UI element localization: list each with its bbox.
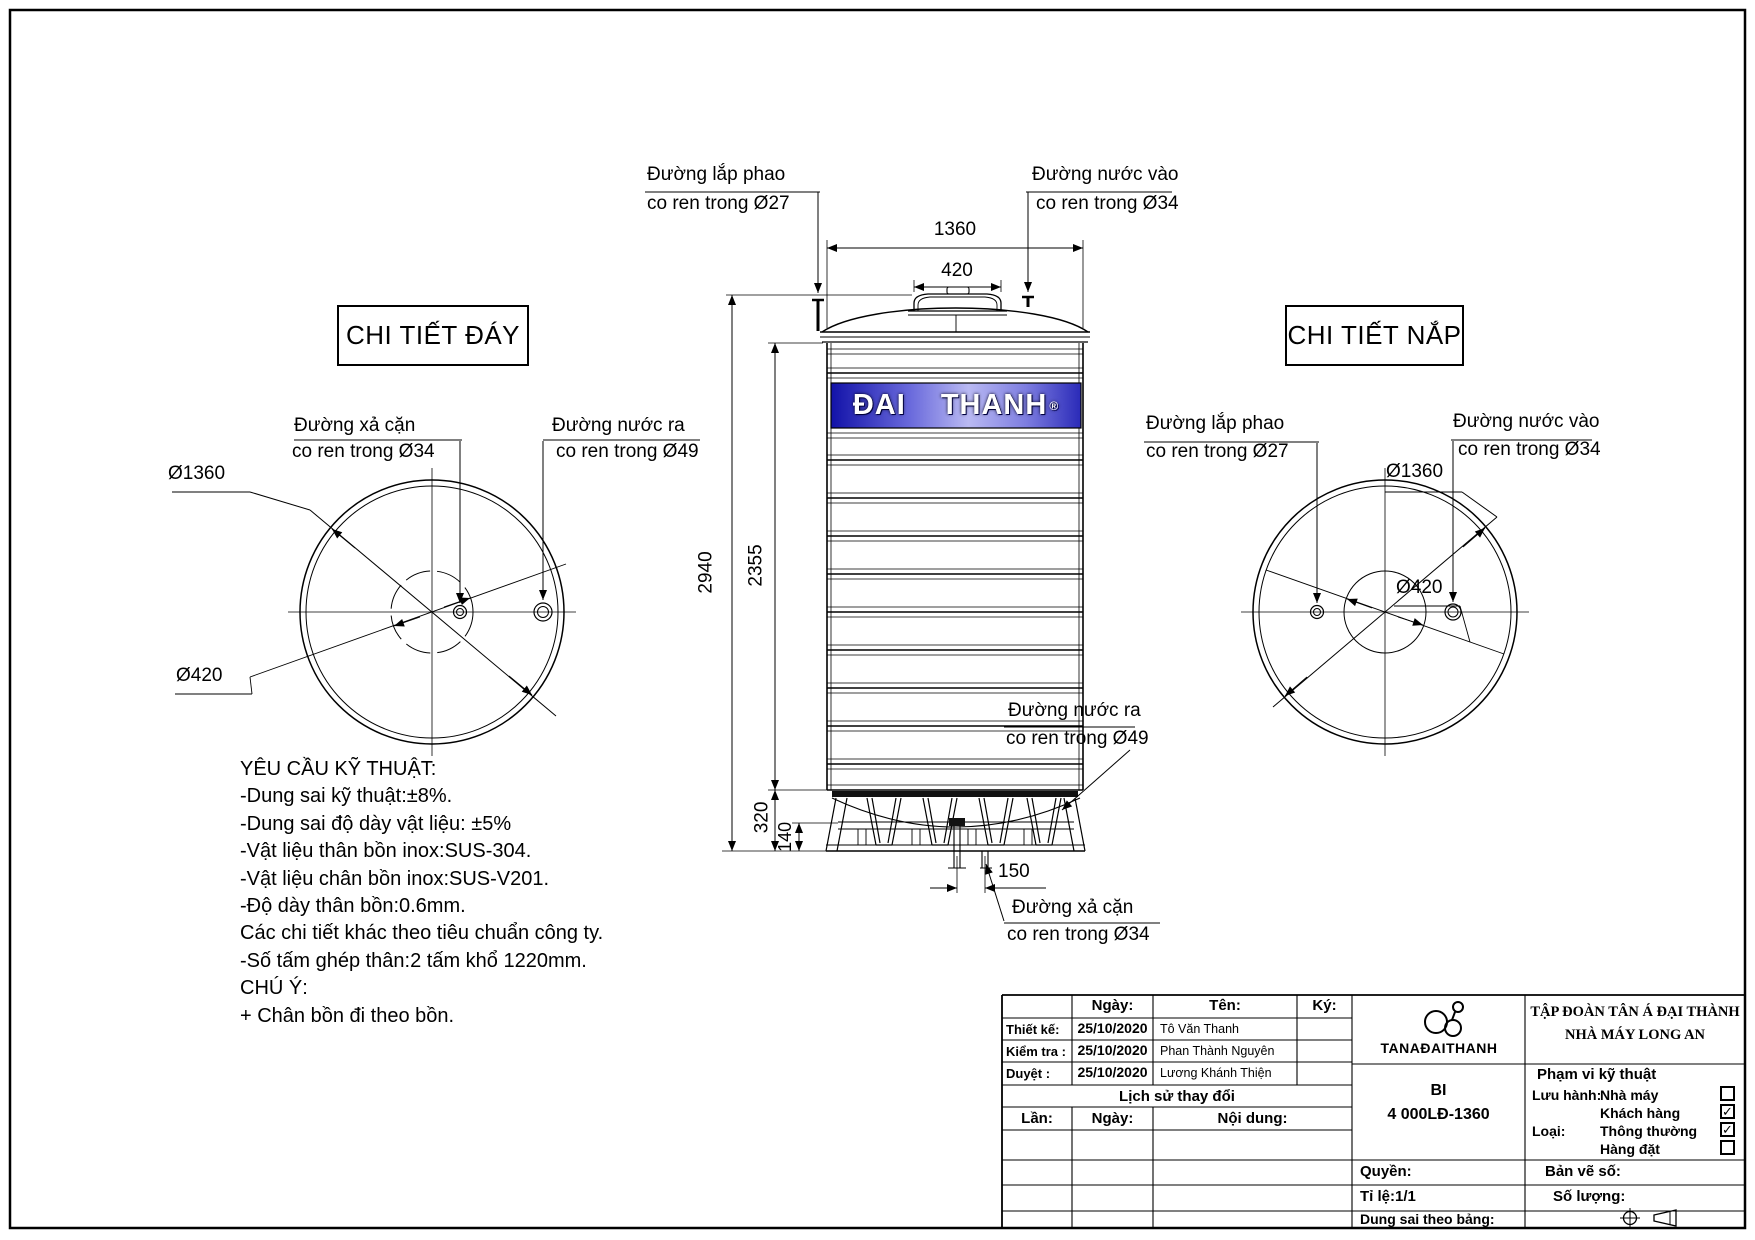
field-scale: Tỉ lệ:1/1 — [1360, 1188, 1416, 1205]
front-out-label-line1: Đường nước ra — [1008, 700, 1141, 721]
scope-value: Hàng đặt — [1600, 1141, 1660, 1157]
company-name-line2: NHÀ MÁY LONG AN — [1564, 1027, 1706, 1043]
bottom-drain-label-line2: co ren trong Ø34 — [292, 441, 435, 462]
top-dia-inner: Ø420 — [1396, 577, 1443, 598]
note-line: CHÚ Ý: — [240, 977, 308, 1000]
field-quantity: Số lượng: — [1553, 1188, 1626, 1205]
front-float-label-line2: co ren trong Ø27 — [647, 193, 790, 214]
approval-header-date: Ngày: — [1091, 997, 1134, 1014]
top-float-label-line2: co ren trong Ø27 — [1146, 441, 1289, 462]
approval-header-sign: Ký: — [1312, 997, 1337, 1014]
approval-date: 25/10/2020 — [1077, 1020, 1148, 1036]
dim-total-width: 1360 — [933, 219, 977, 240]
checkbox-standard: ✓ — [1720, 1122, 1735, 1137]
approval-header-name: Tên: — [1209, 997, 1241, 1014]
note-line: + Chân bồn đi theo bồn. — [240, 1004, 455, 1027]
technical-notes — [240, 756, 603, 1030]
bottom-out-label-line2: co ren trong Ø49 — [556, 441, 699, 462]
detail-top-view — [1144, 440, 1592, 756]
front-drain-label-line1: Đường xả cặn — [1012, 897, 1134, 918]
brand-logo-text: ĐAI THANH ® — [852, 389, 1060, 421]
approval-name: Phan Thành Nguyên — [1160, 1044, 1275, 1058]
history-col-date: Ngày: — [1091, 1110, 1134, 1127]
registered-mark: ® — [1049, 398, 1060, 413]
note-line: -Vật liệu thân bồn inox:SUS-304. — [240, 840, 532, 863]
front-in-label-line1: Đường nước vào — [1032, 164, 1179, 185]
detail-bottom-view — [172, 440, 700, 756]
dim-total-height: 2940 — [695, 551, 717, 594]
product-code: BI — [1430, 1082, 1447, 1099]
dim-rail-height: 140 — [775, 821, 796, 852]
front-in-label-line2: co ren trong Ø34 — [1036, 193, 1179, 214]
bottom-dia-inner: Ø420 — [176, 665, 223, 686]
scope-label: Loại: — [1532, 1123, 1566, 1139]
field-drawing-no: Bản vẽ số: — [1545, 1163, 1621, 1180]
approval-name: Lương Khánh Thiện — [1160, 1066, 1272, 1080]
front-float-label-line1: Đường lắp phao — [647, 164, 786, 185]
company-logo-icon — [1425, 1002, 1463, 1036]
approval-name: Tô Văn Thanh — [1160, 1022, 1239, 1036]
note-line: -Dung sai kỹ thuật:±8%. — [240, 785, 453, 808]
history-col-content: Nội dung: — [1217, 1110, 1288, 1127]
dim-body-height: 2355 — [745, 544, 767, 587]
history-title: Lịch sử thay đổi — [1119, 1088, 1235, 1105]
detail-top-title: CHI TIẾT NẮP — [1285, 305, 1464, 366]
bottom-out-label-line1: Đường nước ra — [552, 415, 685, 436]
dim-drain-offset: 150 — [998, 861, 1030, 882]
front-drain-label-line2: co ren trong Ø34 — [1007, 924, 1150, 945]
scope-title: Phạm vi kỹ thuật — [1537, 1066, 1657, 1083]
history-col-no: Lần: — [1021, 1110, 1053, 1127]
top-in-label-line2: co ren trong Ø34 — [1458, 439, 1601, 460]
note-line: Các chi tiết khác theo tiêu chuẩn công ty. — [240, 922, 604, 945]
bottom-dia-outer: Ø1360 — [168, 463, 226, 484]
field-tolerance: Dung sai theo bảng: — [1360, 1211, 1495, 1227]
dim-stand-height: 320 — [751, 801, 773, 834]
notes-title: YÊU CẦU KỸ THUẬT: — [240, 758, 437, 780]
checkbox-factory — [1720, 1086, 1735, 1101]
product-model: 4 000LĐ-1360 — [1387, 1106, 1490, 1123]
scope-label: Lưu hành: — [1532, 1087, 1602, 1103]
top-float-label-line1: Đường lắp phao — [1146, 413, 1285, 434]
approval-date: 25/10/2020 — [1077, 1042, 1148, 1058]
dimension-lines — [645, 192, 1172, 923]
checkbox-customer: ✓ — [1720, 1104, 1735, 1119]
front-out-label-line2: co ren trong Ø49 — [1006, 728, 1149, 749]
approval-role: Thiết kế: — [1006, 1022, 1060, 1037]
detail-bottom-title: CHI TIẾT ĐÁY — [337, 305, 529, 366]
company-logo-name: TANAĐAITHANH — [1380, 1040, 1498, 1056]
scope-value: Thông thường — [1600, 1123, 1698, 1139]
scope-value: Nhà máy — [1600, 1087, 1659, 1103]
note-line: -Dung sai độ dày vật liệu: ±5% — [240, 812, 512, 835]
approval-date: 25/10/2020 — [1077, 1064, 1148, 1080]
dim-cap-width: 420 — [941, 260, 973, 281]
projection-angle-icon — [1654, 1210, 1676, 1226]
approval-role: Kiểm tra : — [1006, 1044, 1066, 1059]
top-in-label-line1: Đường nước vào — [1453, 411, 1600, 432]
tank-stand — [826, 791, 1085, 868]
top-dia-outer: Ø1360 — [1386, 461, 1444, 482]
checkbox-custom-order — [1720, 1140, 1735, 1155]
field-rights: Quyền: — [1360, 1163, 1412, 1180]
note-line: -Vật liệu chân bồn inox:SUS-V201. — [240, 867, 550, 890]
scope-value: Khách hàng — [1600, 1105, 1681, 1121]
note-line: -Độ dày thân bồn:0.6mm. — [240, 895, 466, 918]
note-line: -Số tấm ghép thân:2 tấm khổ 1220mm. — [240, 949, 587, 972]
bottom-drain-label-line1: Đường xả cặn — [294, 415, 416, 436]
approval-role: Duyệt : — [1006, 1066, 1051, 1081]
company-name-line1: TẬP ĐOÀN TÂN Á ĐẠI THÀNH — [1530, 1004, 1740, 1020]
